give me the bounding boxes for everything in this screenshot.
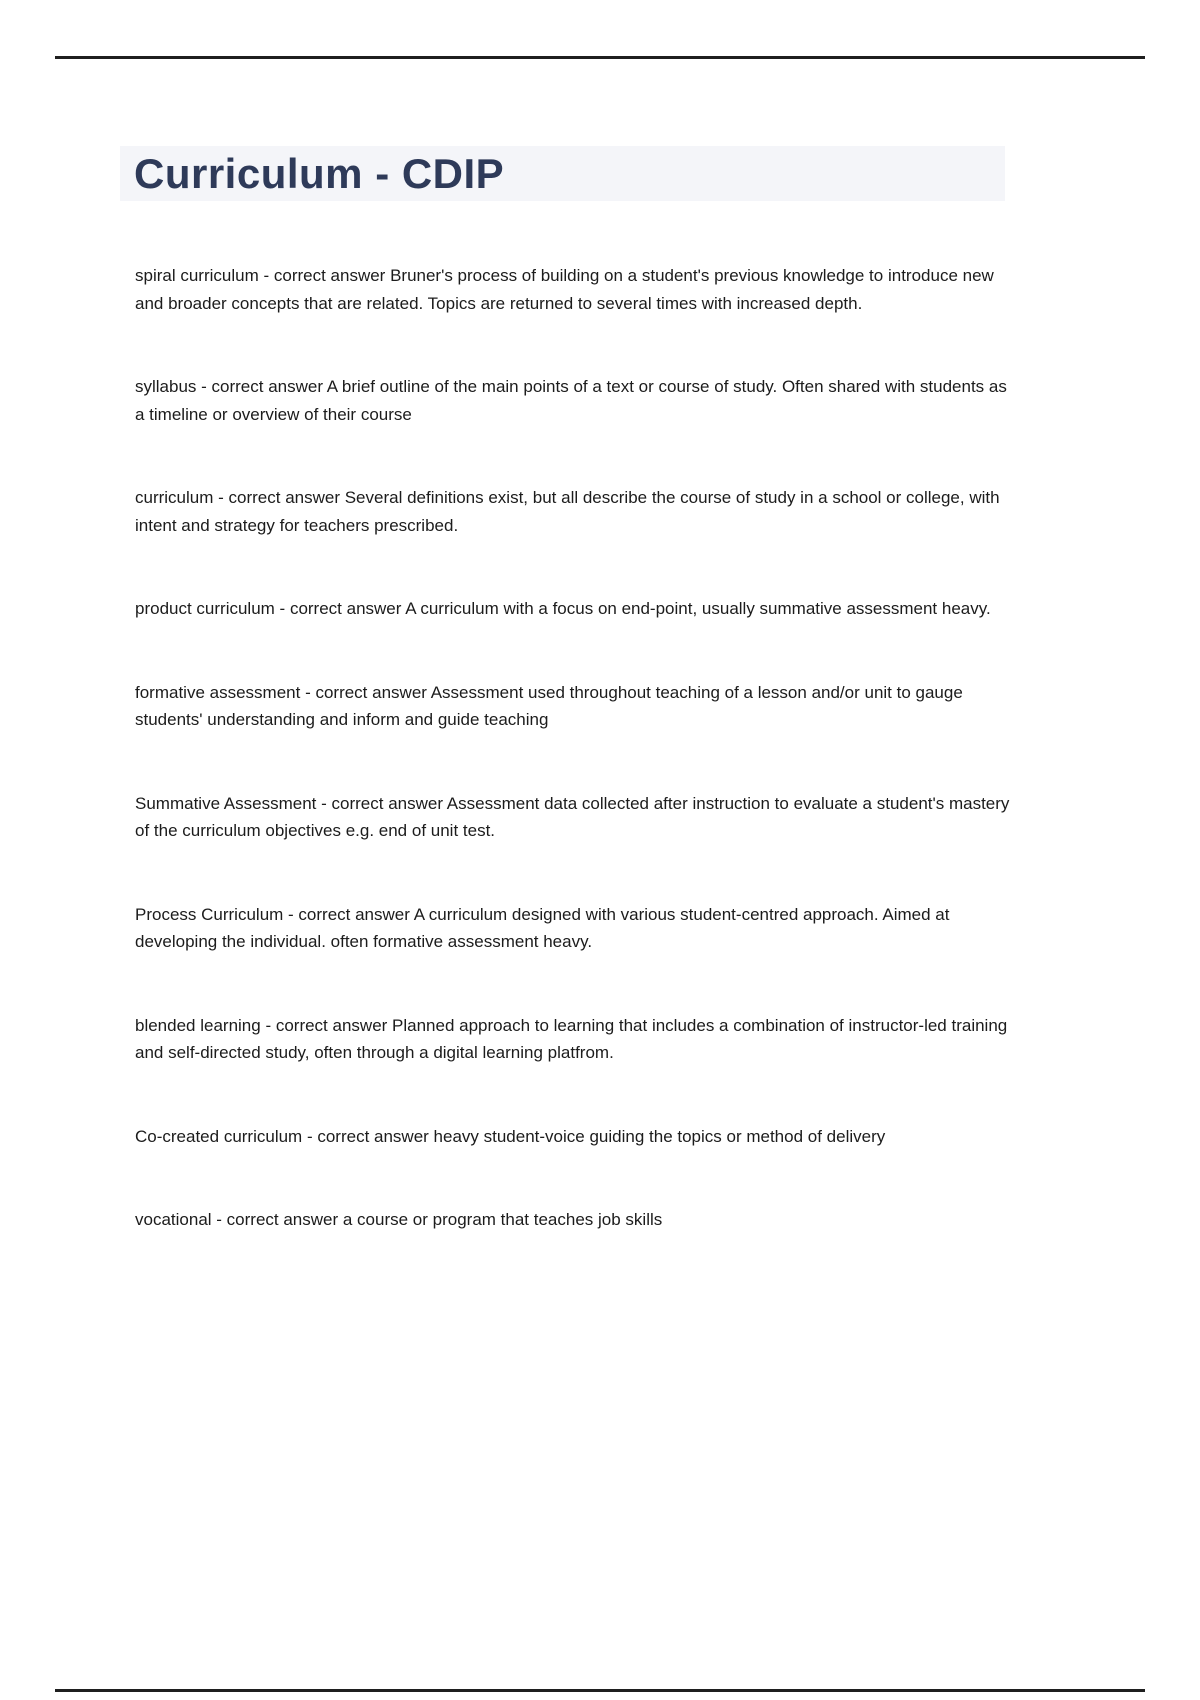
separator-text: - [300, 682, 316, 702]
answer-label: correct answer [317, 1126, 434, 1146]
flashcard-item [135, 1206, 1010, 1234]
definition-text: A curriculum with a focus on end-point, usually summative assessment heavy. [405, 599, 991, 618]
flashcard-item [135, 484, 1010, 539]
separator-text: - [316, 793, 332, 813]
flashcard-item [135, 1012, 1010, 1067]
separator-text: - [274, 599, 290, 618]
term-text: Process Curriculum [135, 904, 284, 924]
term-text: Summative Assessment [135, 793, 317, 813]
flashcard-item [135, 595, 1010, 623]
term-text: curriculum [135, 488, 214, 507]
flashcard-item [135, 790, 1015, 845]
flashcard-item [135, 1123, 1010, 1151]
term-text: product curriculum [135, 599, 275, 618]
separator-text: - [283, 904, 299, 924]
separator-text: - [196, 377, 212, 396]
definition-text: Several definitions exist, but all describe the course of study in a school or college, with intent and strategy for teachers prescribed. [135, 488, 1005, 535]
term-text: vocational [135, 1210, 212, 1229]
separator-text: - [211, 1210, 227, 1229]
separator-text: - [213, 488, 229, 507]
answer-label: correct answer [331, 793, 447, 813]
answer-label: correct answer [226, 1210, 343, 1229]
term-text: blended learning [135, 1015, 261, 1035]
answer-label: correct answer [275, 1015, 393, 1035]
definition-text: Assessment data collected after instruction to evaluate a student's mastery of the curriculum objectives e.g. end of unit test. [135, 793, 1015, 840]
term-text: spiral curriculum [135, 266, 259, 285]
definition-text: heavy student-voice guiding the topics or method of delivery [433, 1126, 886, 1146]
bottom-rule [55, 1689, 1145, 1692]
title-bar [120, 146, 1005, 201]
page-title: Curriculum - CDIP [134, 149, 505, 197]
flashcard-item [135, 373, 1010, 428]
definition-text: A curriculum designed with various student-centred approach. Aimed at developing the individual. often formative assessment heavy. [135, 904, 955, 951]
flashcard-list [135, 262, 1015, 1290]
definition-text: Assessment used throughout teaching of a lesson and/or unit to gauge students' understanding and inform and guide teaching [135, 682, 968, 729]
flashcard-item [135, 262, 1010, 317]
flashcard-item [135, 901, 1010, 956]
answer-label: correct answer [315, 682, 431, 702]
definition-text: A brief outline of the main points of a text or course of study. Often shared with students as a timeline or overview of their course [135, 377, 1012, 424]
flashcard-item [135, 679, 1010, 734]
separator-text: - [302, 1126, 318, 1146]
top-rule [55, 56, 1145, 59]
term-text: Co-created curriculum [135, 1126, 303, 1146]
separator-text: - [260, 1015, 276, 1035]
definition-text: Planned approach to learning that includes a combination of instructor-led training and self-directed study, often through a digital learning platfrom. [135, 1015, 1012, 1062]
answer-label: correct answer [211, 377, 327, 396]
answer-label: correct answer [228, 488, 345, 507]
definition-text: Bruner's process of building on a student's previous knowledge to introduce new and broader concepts that are related. Topics are returned to several times with increased depth. [135, 266, 999, 313]
answer-label: correct answer [298, 904, 414, 924]
term-text: syllabus [135, 377, 197, 396]
definition-text: a course or program that teaches job skills [342, 1210, 663, 1229]
answer-label: correct answer [289, 599, 406, 618]
separator-text: - [258, 266, 274, 285]
answer-label: correct answer [273, 266, 391, 285]
term-text: formative assessment [135, 682, 301, 702]
